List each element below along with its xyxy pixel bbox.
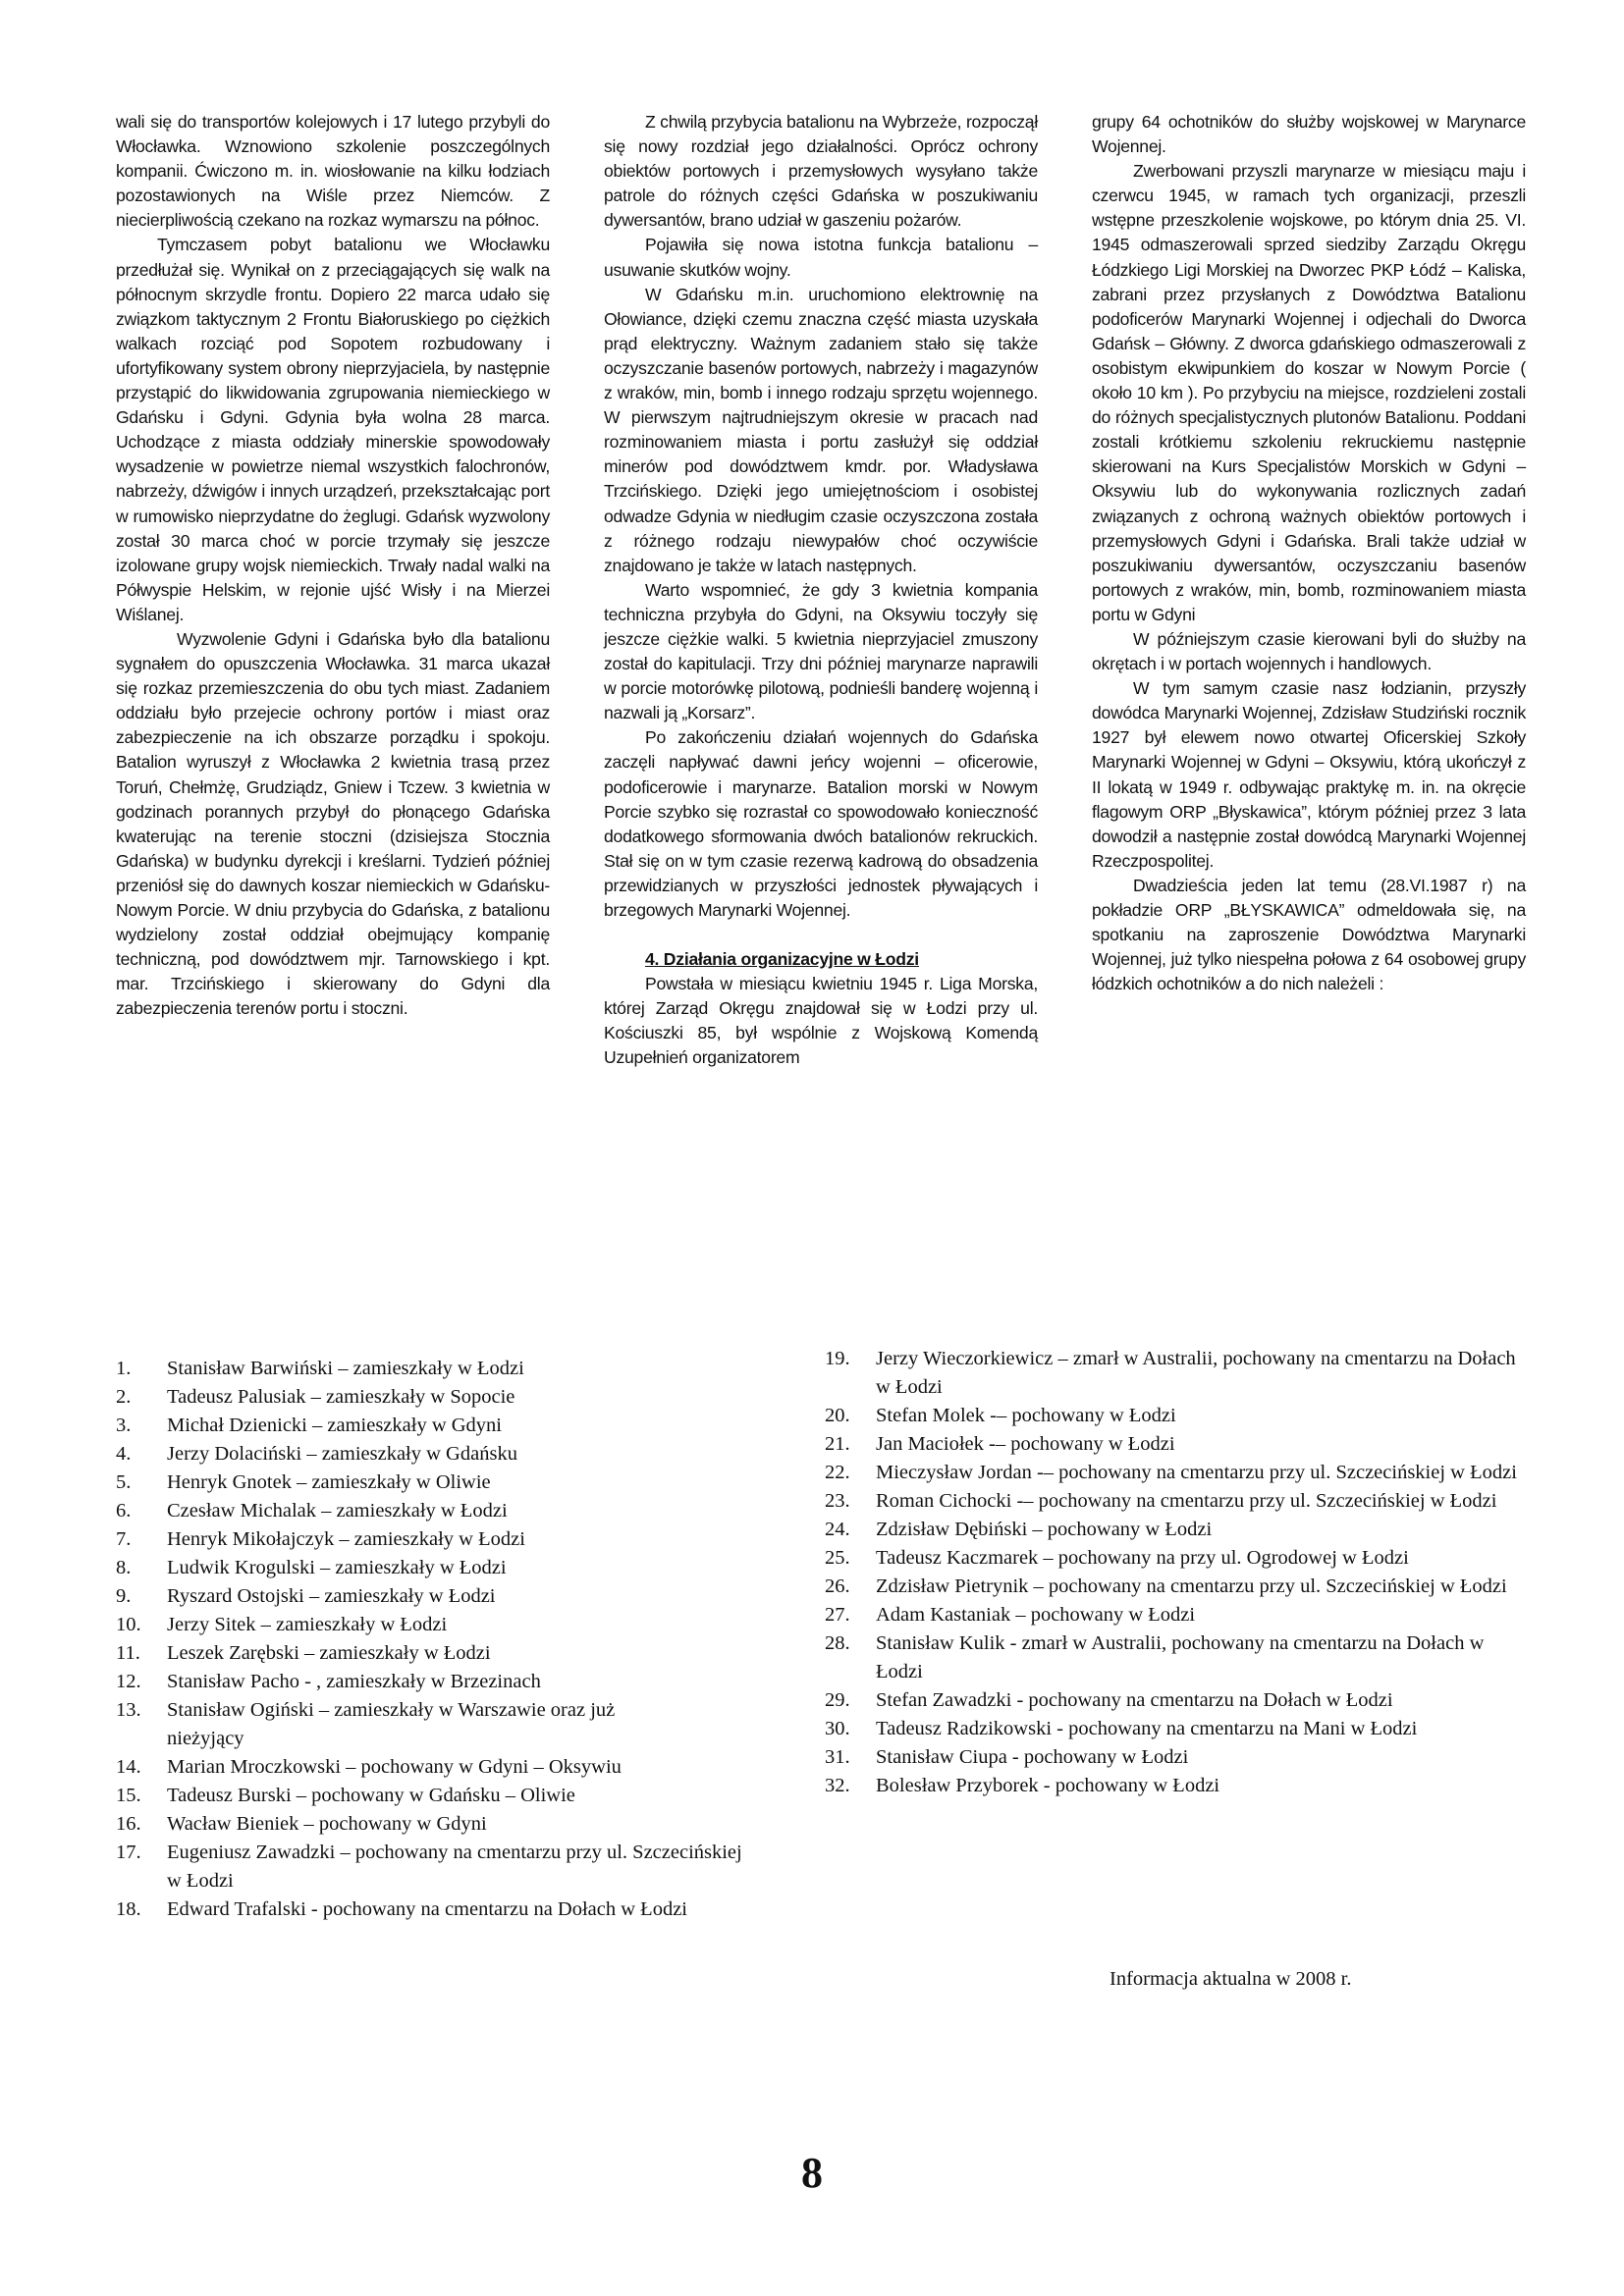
paragraph: wali się do transportów kolejowych i 17 lutego przybyli do Włocławka. Wznowiono szkolenie poszczególnych kompanii. Ćwiczono m. in. wiosłowanie na kilku łodziach pozostawionych na Wiśle przez Niemców. Z niecierpliwością czekano na rozkaz wymarszu na północ. [116, 112, 550, 231]
paragraph: Wyzwolenie Gdyni i Gdańska było dla batalionu sygnałem do opuszczenia Włocławka. 31 marca ukazał się rozkaz przemieszczenia do obu tych miast. Zadaniem oddziału było przejecie ochrony portów i miast oraz zabezpieczenie na ich obszarze porządku i spokoju. Batalion wyruszył z Włocławka 2 kwietnia trasą przez Toruń, Chełmżę, Grudziądz, Gniew i Tczew. 3 kwietnia w godzinach porannych przybył do płonącego Gdańska kwaterując na terenie stoczni (dzisiejsza Stocznia Gdańska) w budynku dyrekcji i kreślarni. Tydzień później przeniósł się do dawnych koszar niemieckich w Gdańsku-Nowym Porcie. W dniu przybycia do Gdańska, z batalionu wydzielony został oddział obejmujący kompanię techniczną, pod dowództwem mjr. Tarnowskiego i kpt. mar. Trzcińskiego i skierowany do Gdyni dla zabezpieczenia terenów portu i stoczni. [116, 628, 550, 1019]
paragraph: Powstała w miesiącu kwietniu 1945 r. Liga Morska, której Zarząd Okręgu znajdował się w Łodzi przy ul. Kościuszki 85, był wspólnie z Wojskową Komendą Uzupełnień organizatorem [604, 974, 1038, 1068]
paragraph: Z chwilą przybycia batalionu na Wybrzeże, rozpoczął się nowy rozdział jego działalności. Oprócz ochrony obiektów portowych i przemysłowych wysyłano także patrole do różnych części Gdańska w poszukiwaniu dywersantów, brano udział w gaszeniu pożarów. [604, 112, 1038, 231]
article-column-1 [116, 110, 550, 1317]
paragraph: Tymczasem pobyt batalionu we Włocławku przedłużał się. Wynikał on z przeciągających się walk na północnym skrzydle frontu. Dopiero 22 marca udało się związkom taktycznym 2 Frontu Białoruskiego po ciężkich walkach rozciąć pod Sopotem rozbudowany i ufortyfikowany system obrony nieprzyjaciela, by następnie przystąpić do likwidowania zgrupowania niemieckiego w Gdańsku i Gdyni. Gdynia była wolna 28 marca. Uchodzące z miasta oddziały minerskie spowodowały wysadzenie w powietrze niemal wszystkich falochronów, nabrzeży, dźwigów i innych urządzeń, przekształcając port w rumowisko nieprzydatne do żeglugi. Gdańsk wyzwolony został 30 marca choć w porcie trzymały się jeszcze izolowane grupy wojsk niemieckich. Trwały nadal walki na Półwyspie Helskim, w rejonie ujść Wisły i na Mierzei Wiślanej. [116, 235, 550, 624]
list-item: 3. Michał Dzienicki – zamieszkały w Gdyni [116, 1415, 502, 1436]
list-item: 24. Zdzisław Dębiński – pochowany w Łodzi [825, 1519, 1213, 1540]
list-item: 32. Bolesław Przyborek - pochowany w Łodzi [825, 1775, 1220, 1796]
list-item: 19. Jerzy Wieczorkiewicz – zmarł w Australii, pochowany na cmentarzu na Dołach w Łodzi [825, 1348, 1516, 1398]
volunteer-list-left [116, 1355, 803, 1924]
paragraph: Po zakończeniu działań wojennych do Gdańska zaczęli napływać dawni jeńcy wojenni – oficerowie, podoficerowie i marynarze. Batalion morski w Nowym Porcie szybko się rozrastał co spowodowało konieczność dodatkowego sformowania dwóch batalionów rekruckich. Stał się on w tym czasie rezerwą kadrową do obsadzenia przewidzianych w przyszłości jednostek pływających i brzegowych Marynarki Wojennej. [604, 727, 1038, 920]
list-item: 10. Jerzy Sitek – zamieszkały w Łodzi [116, 1614, 448, 1635]
information-date-note: Informacja aktualna w 2008 r. [1110, 1968, 1352, 1990]
list-item: 15. Tadeusz Burski – pochowany w Gdańsku – Oliwie [116, 1785, 575, 1806]
list-item: 9. Ryszard Ostojski – zamieszkały w Łodzi [116, 1585, 496, 1607]
paragraph: W tym samym czasie nasz łodzianin, przyszły dowódca Marynarki Wojennej, Zdzisław Studziński rocznik 1927 był elewem nowo otwartej Oficerskiej Szkoły Marynarki Wojennej w Gdyni – Oksywiu, którą ukończył z II lokatą w 1949 r. odbywając praktykę m. in. na okręcie flagowym ORP „Błyskawica”, którym później przez 3 lata dowodził a następnie został dowódcą Marynarki Wojennej Rzeczpospolitej. [1092, 678, 1526, 871]
list-item: 5. Henryk Gnotek – zamieszkały w Oliwie [116, 1471, 491, 1493]
list-item: 8. Ludwik Krogulski – zamieszkały w Łodzi [116, 1557, 507, 1578]
list-item: 16. Wacław Bieniek – pochowany w Gdyni [116, 1813, 487, 1835]
list-item: 21. Jan Maciołek -– pochowany w Łodzi [825, 1433, 1175, 1455]
article-column-2 [604, 110, 1038, 1317]
list-item: 26. Zdzisław Pietrynik – pochowany na cmentarzu przy ul. Szczecińskiej w Łodzi [825, 1575, 1507, 1597]
list-item: 22. Mieczysław Jordan -– pochowany na cmentarzu przy ul. Szczecińskiej w Łodzi [825, 1462, 1517, 1483]
section-heading: 4. Działania organizacyjne w Łodzi [645, 949, 919, 970]
list-item: 23. Roman Cichocki -– pochowany na cmentarzu przy ul. Szczecińskiej w Łodzi [825, 1490, 1497, 1512]
list-item: 29. Stefan Zawadzki - pochowany na cmentarzu na Dołach w Łodzi [825, 1689, 1393, 1711]
list-item: 25. Tadeusz Kaczmarek – pochowany na przy ul. Ogrodowej w Łodzi [825, 1547, 1409, 1569]
paragraph: Pojawiła się nowa istotna funkcja batalionu – usuwanie skutków wojny. [604, 235, 1038, 280]
list-item: 2. Tadeusz Palusiak – zamieszkały w Sopocie [116, 1386, 515, 1408]
volunteer-list-right [825, 1345, 1526, 1924]
list-item: 31. Stanisław Ciupa - pochowany w Łodzi [825, 1746, 1189, 1768]
page-number: 8 [801, 2149, 823, 2197]
list-item: 6. Czesław Michalak – zamieszkały w Łodzi [116, 1500, 508, 1522]
paragraph: Warto wspomnieć, że gdy 3 kwietnia kompania techniczna przybyła do Gdyni, na Oksywiu toczyły się jeszcze ciężkie walki. 5 kwietnia nieprzyjaciel zmuszony został do kapitulacji. Trzy dni później marynarze naprawili w porcie motorówkę pilotową, podnieśli banderę wojenną i nazwali ją „Korsarz”. [604, 579, 1038, 723]
list-item: 30. Tadeusz Radzikowski - pochowany na cmentarzu na Mani w Łodzi [825, 1718, 1418, 1739]
paragraph: W Gdańsku m.in. uruchomiono elektrownię na Ołowiance, dzięki czemu znaczna część miasta uzyskała prąd elektryczny. Ważnym zadaniem stało się także oczyszczanie basenów portowych, nabrzeży i magazynów z wraków, min, bomb i innego rodzaju sprzętu wojennego. W pierwszym najtrudniejszym okresie w pracach nad rozminowaniem miasta i portu zasłużył się oddział minerów pod dowództwem kmdr. por. Władysława Trzcińskiego. Dzięki jego umiejętnościom i osobistej odwadze Gdynia w niedługim czasie oczyszczona została z różnego rodzaju niewypałów choć oczywiście znajdowano je także w latach następnych. [604, 284, 1038, 575]
list-item: 12. Stanisław Pacho - , zamieszkały w Brzezinach [116, 1671, 541, 1692]
list-item: 13. Stanisław Ogiński – zamieszkały w Warszawie oraz już nieżyjący [116, 1699, 616, 1749]
paragraph: Zwerbowani przyszli marynarze w miesiącu maju i czerwcu 1945, w ramach tych organizacji, przeszli wstępne przeszkolenie wojskowe, po którym dnia 25. VI. 1945 odmaszerowali sprzed siedziby Zarządu Okręgu Łódzkiego Ligi Morskiej na Dworzec PKP Łódź – Kaliska, zabrani przez przysłanych z Dowództwa Batalionu podoficerów Marynarki Wojennej i odjechali do Dworca Gdańsk – Główny. Z dworca gdańskiego odmaszerowali z osobistym ekwipunkiem do koszar w Nowym Porcie ( około 10 km ). Po przybyciu na miejsce, rozdzieleni zostali do różnych specjalistycznych plutonów Batalionu. Poddani zostali krótkiemu szkoleniu rekruckiemu następnie skierowani na Kurs Specjalistów Morskich w Gdyni – Oksywiu lub do wykonywania rozlicznych zadań związanych z ochroną ważnych obiektów portowych i przemysłowych Gdyni i Gdańska. Brali także udział w poszukiwaniu dywersantów, oczyszczaniu basenów portowych z wraków, min, bomb, rozminowaniem miasta portu w Gdyni [1092, 161, 1526, 624]
paragraph: Dwadzieścia jeden lat temu (28.VI.1987 r) na pokładzie ORP „BŁYSKAWICA” odmeldowała się, na spotkaniu na zaproszenie Dowództwa Marynarki Wojennej, już tylko niespełna połowa z 64 osobowej grupy łódzkich ochotników a do nich należeli : [1092, 875, 1526, 994]
paragraph: W późniejszym czasie kierowani byli do służby na okrętach i w portach wojennych i handlowych. [1092, 628, 1526, 674]
list-item: 27. Adam Kastaniak – pochowany w Łodzi [825, 1604, 1196, 1626]
paragraph: grupy 64 ochotników do służby wojskowej w Marynarce Wojennej. [1092, 112, 1526, 157]
list-item: 1. Stanisław Barwiński – zamieszkały w Łodzi [116, 1358, 524, 1379]
list-item: 17. Eugeniusz Zawadzki – pochowany na cmentarzu przy ul. Szczecińskiej w Łodzi [116, 1842, 742, 1892]
list-item: 28. Stanisław Kulik - zmarł w Australii, pochowany na cmentarzu na Dołach w Łodzi [825, 1632, 1485, 1682]
list-item: 18. Edward Trafalski - pochowany na cmentarzu na Dołach w Łodzi [116, 1898, 687, 1920]
list-item: 20. Stefan Molek -– pochowany w Łodzi [825, 1405, 1176, 1426]
list-item: 14. Marian Mroczkowski – pochowany w Gdyni – Oksywiu [116, 1756, 622, 1778]
list-item: 11. Leszek Zarębski – zamieszkały w Łodzi [116, 1642, 491, 1664]
list-item: 4. Jerzy Dolaciński – zamieszkały w Gdańsku [116, 1443, 517, 1465]
article-column-3 [1092, 110, 1526, 1317]
article-columns [116, 110, 1526, 1317]
volunteer-list [116, 1348, 1526, 1924]
list-item: 7. Henryk Mikołajczyk – zamieszkały w Łodzi [116, 1528, 525, 1550]
